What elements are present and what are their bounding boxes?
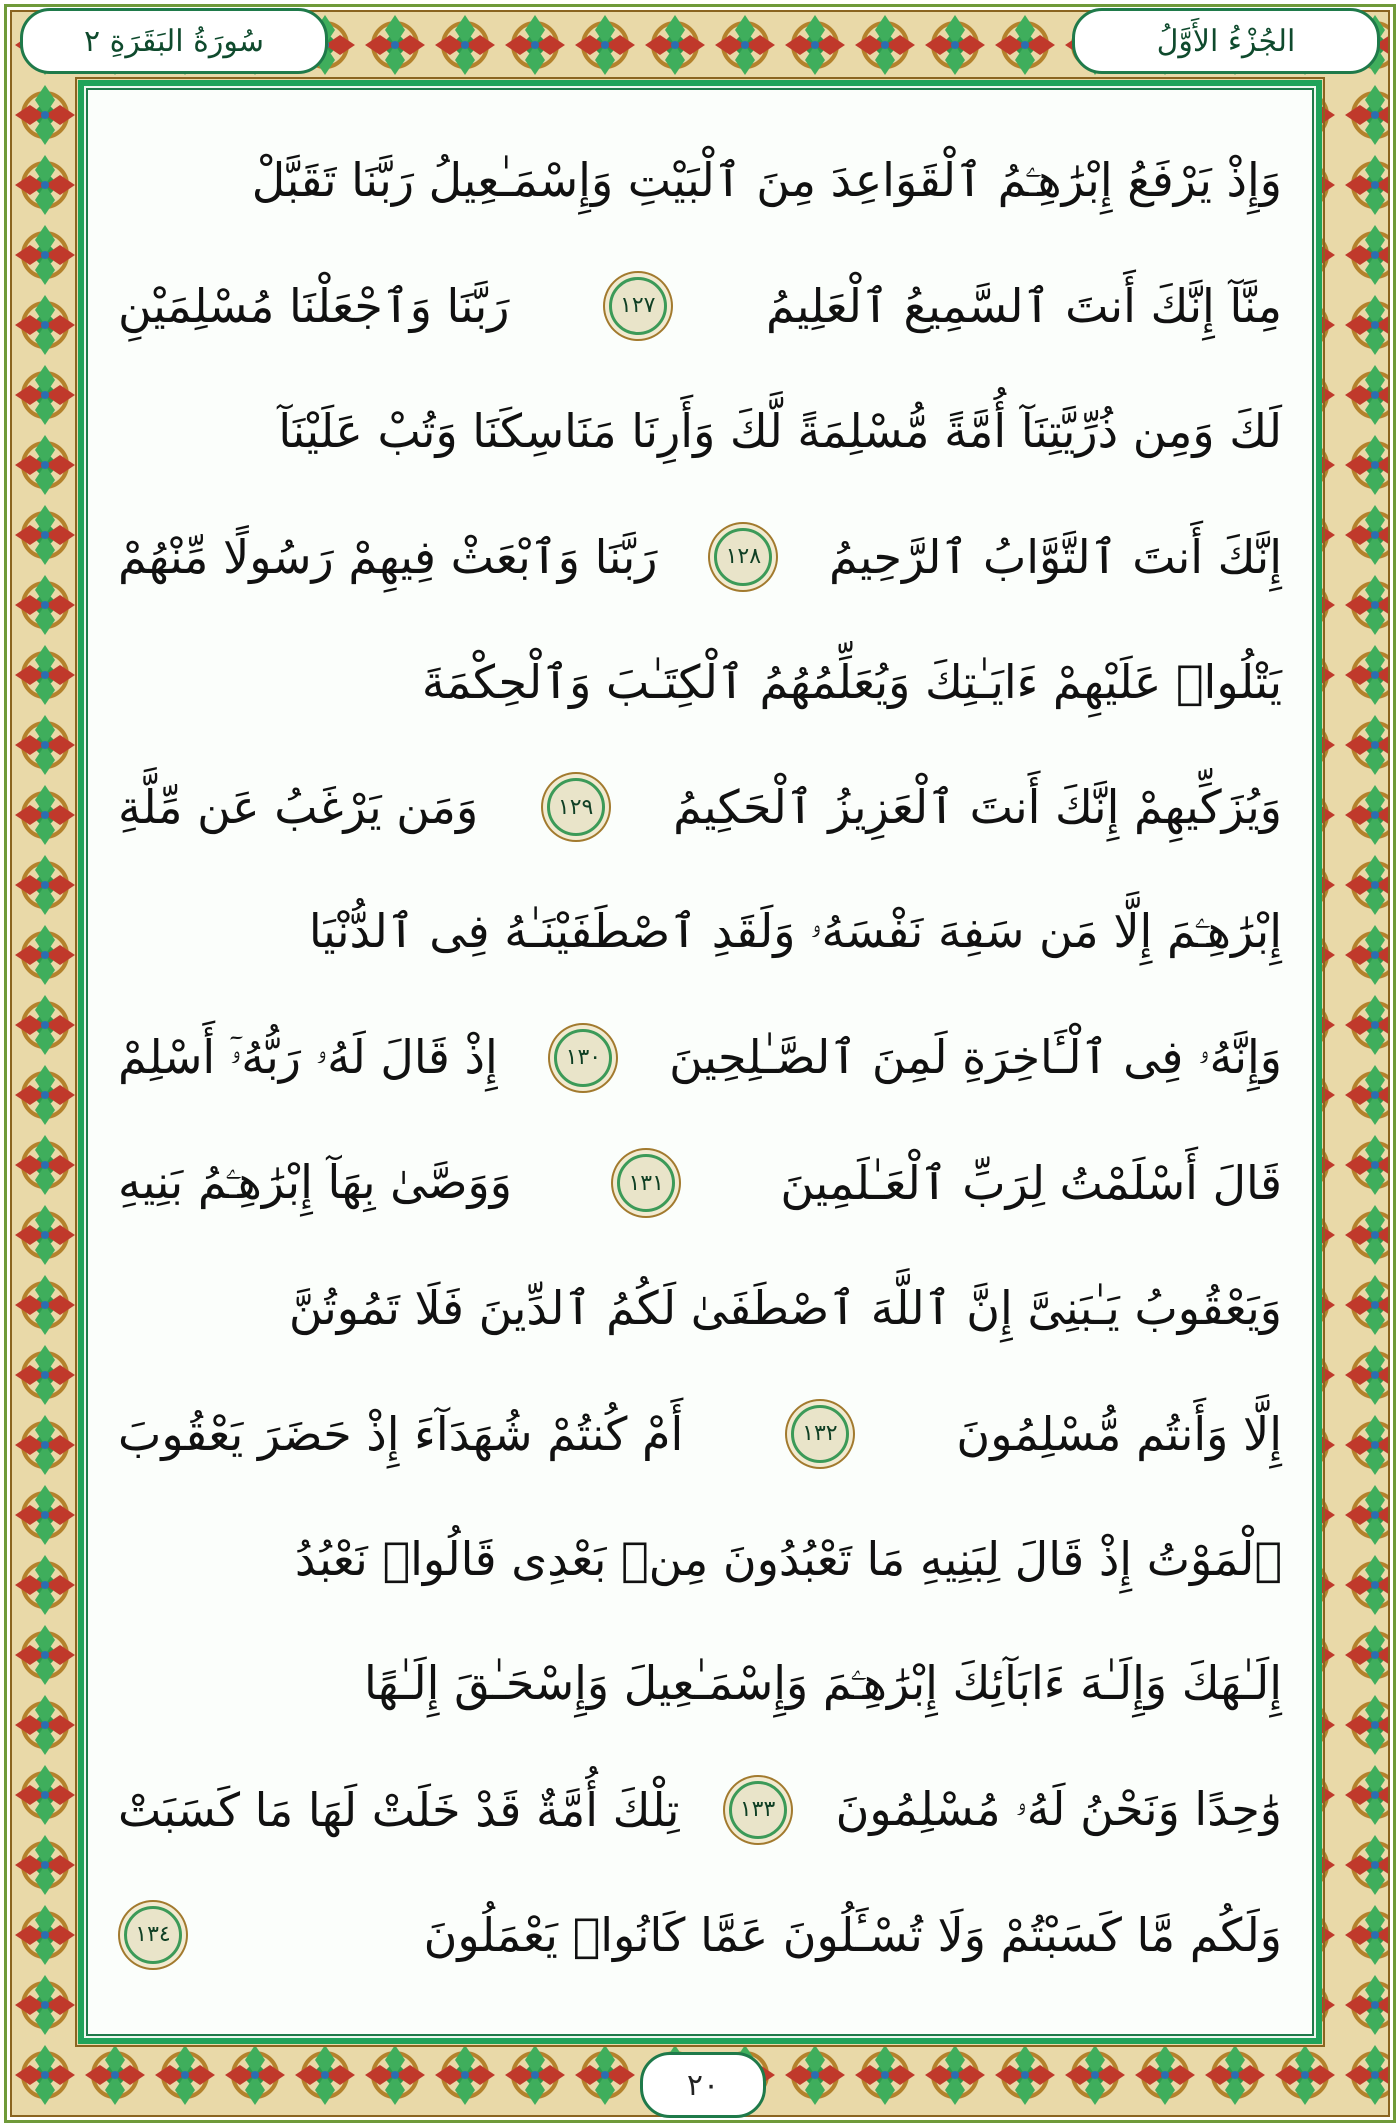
ayah-number-marker: ١٣٠ [554,1029,612,1087]
page-number: ٢٠ [640,2052,766,2118]
line-text: مِنَّآ إِنَّكَ أَنتَ ٱلسَّمِيعُ ٱلْعَلِيمُ [766,278,1282,333]
line-text-after: رَبَّنَا وَٱجْعَلْنَا مُسْلِمَيْنِ [118,278,510,333]
text-line [118,870,1282,995]
line-text: إِلَّا وَأَنتُم مُّسْلِمُونَ [956,1406,1282,1461]
line-text: وَٰحِدًا وَنَحْنُ لَهُۥ مُسْلِمُونَ [835,1781,1282,1836]
ayah-number-marker: ١٣٢ [791,1405,849,1463]
line-text-after: تِلْكَ أُمَّةٌ قَدْ خَلَتْ لَهَا مَا كَسَبَتْ [118,1782,680,1837]
line-text-after: وَمَن يَرْغَبُ عَن مِّلَّةِ [118,780,479,835]
line-text: إِلَـٰهَكَ وَإِلَـٰهَ ءَابَآئِكَ إِبْرَٰهِـۧمَ وَإِسْمَـٰعِيلَ وَإِسْحَـٰقَ إِلَـٰهًا [363,1656,1282,1711]
ayah-number-marker: ١٢٨ [714,528,772,586]
quran-text [118,118,1282,1998]
ayah-number-marker: ١٣١ [617,1154,675,1212]
line-text-after: وَوَصَّىٰ بِهَآ إِبْرَٰهِـۧمُ بَنِيهِ [118,1155,512,1210]
line-text: لَكَ وَمِن ذُرِّيَّتِنَآ أُمَّةً مُّسْلِمَةً لَّكَ وَأَرِنَا مَنَاسِكَنَا وَتُبْ عَلَيْنَآ [278,404,1282,459]
ayah-number-marker: ١٢٧ [609,277,667,335]
line-text: وَيَعْقُوبُ يَـٰبَنِىَّ إِنَّ ٱللَّهَ ٱصْطَفَىٰ لَكُمُ ٱلدِّينَ فَلَا تَمُوتُنَّ [288,1281,1282,1336]
line-text-after: إِذْ قَالَ لَهُۥ رَبُّهُۥٓ أَسْلِمْ [118,1029,498,1084]
text-line [118,494,1282,619]
text-line [118,1246,1282,1371]
line-text-after: رَبَّنَا وَٱبْعَثْ فِيهِمْ رَسُولًا مِّنْهُمْ [118,529,658,584]
line-text: وَلَكُم مَّا كَسَبْتُمْ وَلَا تُسْـَٔلُونَ عَمَّا كَانُوا۟ يَعْمَلُونَ [423,1907,1282,1962]
text-line [118,1496,1282,1621]
text-line [118,369,1282,494]
line-text: إِنَّكَ أَنتَ ٱلتَّوَّابُ ٱلرَّحِيمُ [829,529,1282,584]
text-line [118,243,1282,368]
text-line [118,1747,1282,1872]
text-line [118,1622,1282,1747]
line-text: ٱلْمَوْتُ إِذْ قَالَ لِبَنِيهِ مَا تَعْبُدُونَ مِنۢ بَعْدِى قَالُوا۟ نَعْبُدُ [294,1531,1282,1586]
text-line [118,619,1282,744]
ayah-number-marker: ١٣٤ [124,1906,182,1964]
surah-label: سُورَةُ البَقَرَةِ ٢ [20,8,328,74]
line-text: وَإِذْ يَرْفَعُ إِبْرَٰهِـۧمُ ٱلْقَوَاعِدَ مِنَ ٱلْبَيْتِ وَإِسْمَـٰعِيلُ رَبَّنَا تَقَبَّلْ [251,152,1282,207]
ayah-number-marker: ١٣٣ [729,1781,787,1839]
line-text: يَتْلُوا۟ عَلَيْهِمْ ءَايَـٰتِكَ وَيُعَلِّمُهُمُ ٱلْكِتَـٰبَ وَٱلْحِكْمَةَ [421,654,1282,709]
ayah-number-marker: ١٢٩ [547,778,605,836]
text-line [118,1872,1282,1997]
line-text: قَالَ أَسْلَمْتُ لِرَبِّ ٱلْعَـٰلَمِينَ [780,1156,1282,1211]
juz-label: الجُزْءُ الأَوَّلُ [1072,8,1380,74]
text-line [118,1120,1282,1245]
line-text-after: أَمْ كُنتُمْ شُهَدَآءَ إِذْ حَضَرَ يَعْقُوبَ [118,1406,684,1461]
text-line [118,1371,1282,1496]
line-text: وَيُزَكِّيهِمْ إِنَّكَ أَنتَ ٱلْعَزِيزُ ٱلْحَكِيمُ [673,780,1282,835]
text-line [118,118,1282,243]
line-text: إِبْرَٰهِـۧمَ إِلَّا مَن سَفِهَ نَفْسَهُۥ وَلَقَدِ ٱصْطَفَيْنَـٰهُ فِى ٱلدُّنْيَا [308,904,1282,959]
text-line [118,744,1282,869]
text-line [118,995,1282,1120]
line-text: وَإِنَّهُۥ فِى ٱلْـَٔاخِرَةِ لَمِنَ ٱلصَّـٰلِحِينَ [669,1029,1282,1084]
